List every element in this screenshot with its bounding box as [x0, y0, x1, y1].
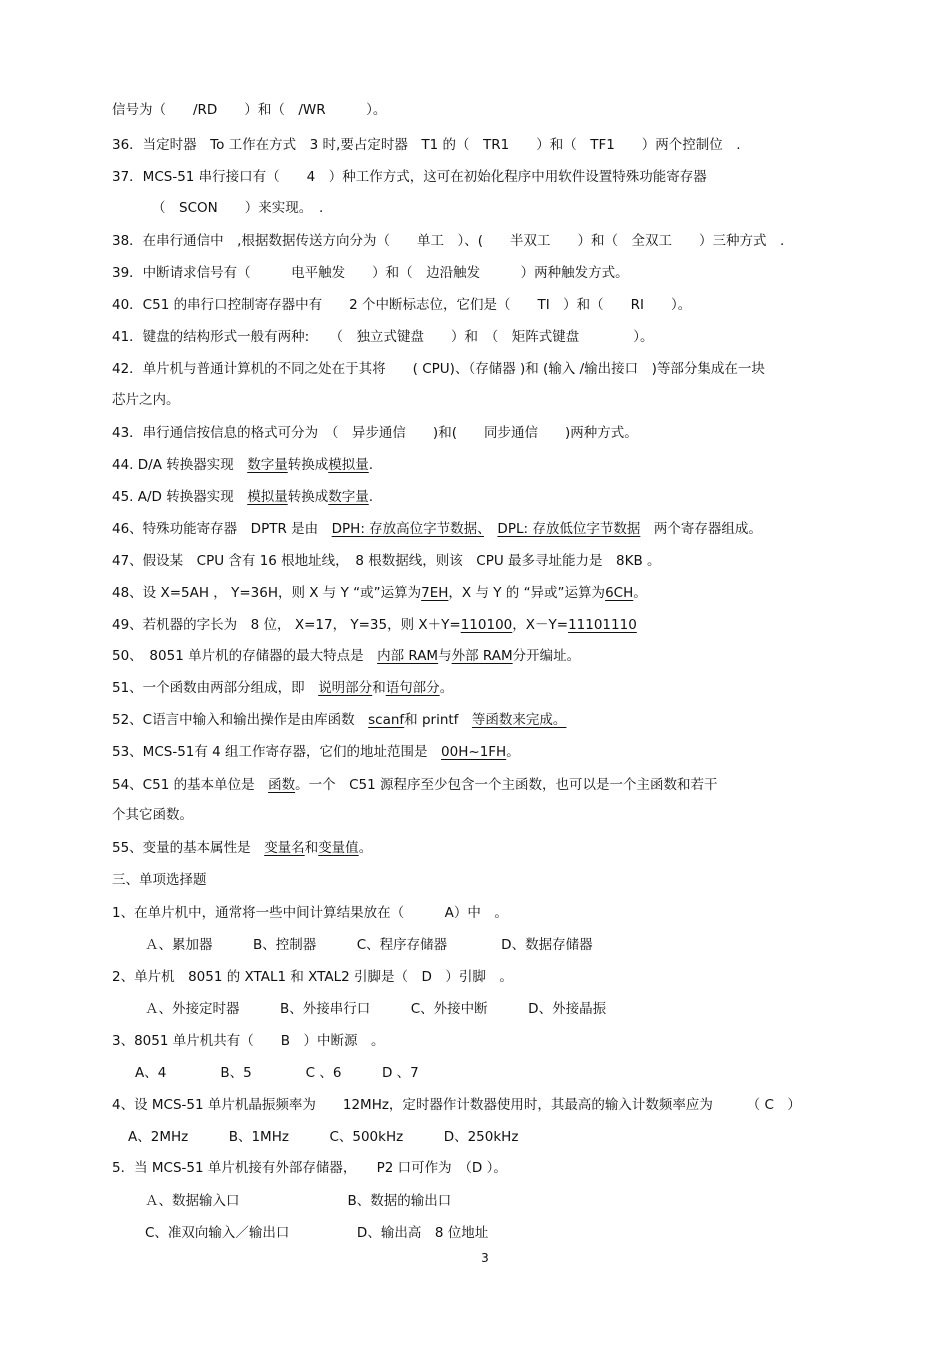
answer-blank: 110100	[460, 617, 513, 633]
mcq-1-options: Ａ、累加器 B、控制器 C、程序存储器 D、数据存储器	[145, 937, 593, 953]
question-40: 40．C51 的串行口控制寄存器中有 2 个中断标志位，它们是（ TI ）和（ RI ）。	[112, 297, 692, 313]
connector-text: 和	[372, 680, 386, 696]
question-51: 51、一个函数由两部分组成，即 说明部分和语句部分。	[112, 680, 454, 696]
connector-text: 与	[438, 648, 452, 664]
question-45: 45. A/D 转换器实现 模拟量转换成数字量.	[112, 489, 374, 505]
answer-blank: 变量值	[318, 840, 359, 856]
question-50-tail: 分开编址。	[512, 648, 581, 664]
question-54	[112, 775, 717, 795]
answer-blank: 00H~1FH	[441, 744, 507, 760]
question-48-text: 48、设 X=5AH ， Y=36H，则 X 与 Y “或”运算为	[112, 585, 422, 601]
connector-text: 和	[304, 840, 319, 856]
mcq-2: 2、单片机 8051 的 XTAL1 和 XTAL2 引脚是（ D ）引脚 。	[112, 969, 513, 985]
question-55: 55、变量的基本属性是 变量名和变量值。	[112, 840, 373, 856]
question-51-text: 51、一个函数由两部分组成，即	[112, 680, 305, 696]
question-47: 47、假设某 CPU 含有 16 根地址线， 8 根数据线，则该 CPU 最多寻址能力是 8KB 。	[112, 553, 661, 569]
question-53-text: 53、MCS-51有 4 组工作寄存器，它们的地址范围是	[112, 744, 428, 760]
question-39: 39．中断请求信号有（ 电平触发 ）和（ 边沿触发 ）两种触发方式。	[112, 265, 629, 281]
question-46-text: 46、特殊功能寄存器 DPTR 是由	[112, 521, 319, 537]
mcq-4-options: A、2MHz B、1MHz C、500kHz D、250kHz	[128, 1129, 519, 1145]
question-50	[112, 646, 580, 666]
connector-text: 转换成	[287, 457, 329, 473]
answer-blank: DPL: 存放低位字节数据	[497, 521, 641, 537]
mcq-5: 5．当 MCS-51 单片机接有外部存储器， P2 口可作为 （D ）。	[112, 1160, 507, 1176]
question-45-text: 45. A/D 转换器实现	[112, 489, 234, 505]
answer-blank: scanf	[368, 712, 405, 728]
question-55-text: 55、变量的基本属性是	[112, 840, 251, 856]
mcq-3-options: A、4 B、5 C 、6 D 、7	[135, 1065, 419, 1081]
connector-text: ，X 与 Y 的 “异或”运算为	[448, 585, 606, 601]
mcq-3: 3、8051 单片机共有（ B ）中断源 。	[112, 1033, 385, 1049]
question-37-continued: （ SCON ）来实现。 .	[152, 200, 324, 216]
connector-text: ，X－Y=	[512, 617, 569, 633]
mcq-5-options-1: Ａ、数据输入口 B、数据的输出口	[145, 1193, 452, 1209]
answer-blank: 内部 RAM	[377, 648, 439, 664]
mcq-1: 1、在单片机中，通常将一些中间计算结果放在（ A）中 。	[112, 905, 508, 921]
connector-text: 转换成	[287, 489, 329, 505]
answer-blank: 变量名	[264, 840, 305, 856]
question-54-tail: 。一个 C51 源程序至少包含一个主函数，也可以是一个主函数和若干	[295, 777, 718, 793]
question-36: 36．当定时器 To 工作在方式 3 时,要占定时器 T1 的（ TR1 ）和（ TF1 ）两个控制位 .	[112, 137, 741, 153]
question-48: 48、设 X=5AH ， Y=36H，则 X 与 Y “或”运算为7EH，X 与 Y 的 “异或”运算为6CH。	[112, 585, 647, 601]
page-number: 3	[481, 1251, 489, 1265]
question-46	[112, 519, 762, 539]
question-42-continued: 芯片之内。	[112, 392, 180, 408]
mcq-5-options-2: C、准双向输入／输出口 D、输出高 8 位地址	[145, 1225, 489, 1241]
question-37: 37．MCS-51 串行接口有（ 4 ）种工作方式，这可在初始化程序中用软件设置特殊功能寄存器	[112, 169, 707, 185]
question-50-text: 50、 8051 单片机的存储器的最大特点是	[112, 648, 364, 664]
question-42: 42．单片机与普通计算机的不同之处在于其将 ( CPU)、（存储器 )和 (输入 /输出接口 )等部分集成在一块	[112, 361, 765, 377]
question-54-text: 54、C51 的基本单位是	[112, 777, 255, 793]
answer-blank: 6CH	[605, 585, 634, 601]
answer-blank: 7EH	[421, 585, 449, 601]
section-heading: 三、单项选择题	[112, 872, 207, 888]
question-52-text: 52、C语言中输入和输出操作是由库函数	[112, 712, 355, 728]
answer-blank: 说明部分	[318, 680, 373, 696]
question-46-tail: 两个寄存器组成。	[653, 521, 762, 537]
mcq-2-options: Ａ、外接定时器 B、外接串行口 C、外接中断 D、外接晶振	[145, 1001, 607, 1017]
question-49-text: 49、若机器的字长为 8 位， X=17， Y=35，则 X＋Y=	[112, 617, 461, 633]
question-53: 53、MCS-51有 4 组工作寄存器，它们的地址范围是 00H~1FH。	[112, 744, 520, 760]
answer-blank: 11101110	[568, 617, 637, 633]
answer-blank: 语句部分	[385, 680, 440, 696]
text-line: 信号为（ /RD ）和（ /WR ）。	[112, 102, 387, 118]
question-54-continued: 个其它函数。	[112, 807, 193, 823]
answer-blank: DPH: 存放高位字节数据、	[331, 521, 484, 537]
question-49	[112, 615, 637, 635]
answer-blank: 函数	[268, 777, 296, 793]
connector-text: 和 printf	[404, 712, 459, 728]
question-38: 38．在串行通信中 ,根据数据传送方向分为（ 单工 ）、( 半双工 ）和（ 全双工 ）三种方式 .	[112, 233, 785, 249]
mcq-4: 4、设 MCS-51 单片机晶振频率为 12MHz，定时器作计数器使用时，其最高的输入计数频率应为 （ C ）	[112, 1097, 801, 1113]
answer-blank: 数字量	[328, 489, 369, 505]
answer-blank: 模拟量	[328, 457, 369, 473]
answer-blank: 数字量	[247, 457, 288, 473]
question-44: 44. D/A 转换器实现 数字量转换成模拟量.	[112, 457, 374, 473]
question-43: 43．串行通信按信息的格式可分为 （ 异步通信 )和( 同步通信 )两种方式。	[112, 425, 638, 441]
answer-blank: 模拟量	[247, 489, 288, 505]
question-52-tail: 等函数来完成。	[471, 712, 567, 728]
answer-blank: 外部 RAM	[451, 648, 513, 664]
question-44-text: 44. D/A 转换器实现	[112, 457, 234, 473]
question-52	[112, 710, 566, 730]
question-41: 41．键盘的结构形式一般有两种: （ 独立式键盘 ）和 （ 矩阵式键盘 ）。	[112, 329, 654, 345]
